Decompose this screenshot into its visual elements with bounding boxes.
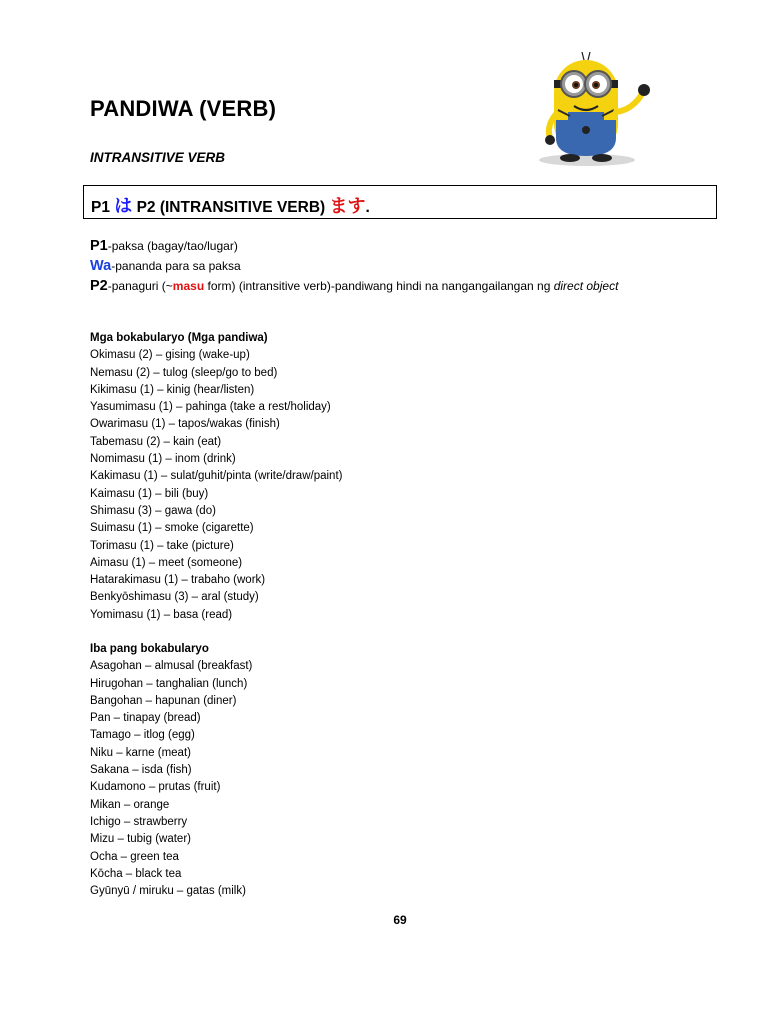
page-number: 69 bbox=[393, 913, 407, 927]
list-item: Nomimasu (1) – inom (drink) bbox=[90, 453, 236, 466]
list-item: Kōcha – black tea bbox=[90, 867, 182, 880]
list-item: Benkyōshimasu (3) – aral (study) bbox=[90, 591, 259, 604]
list-item: Niku – karne (meat) bbox=[90, 746, 191, 759]
page-title: PANDIWA (VERB) bbox=[90, 96, 277, 121]
definition-wa bbox=[90, 256, 618, 276]
list-item: Asagohan – almusal (breakfast) bbox=[90, 660, 253, 673]
list-item: Ocha – green tea bbox=[90, 850, 179, 863]
formula-period: . bbox=[365, 199, 370, 216]
other-list-heading: Iba pang bokabularyo bbox=[90, 643, 209, 655]
list-item: Tamago – itlog (egg) bbox=[90, 729, 195, 742]
list-item: Sakana – isda (fish) bbox=[90, 764, 192, 777]
definition-term: Wa bbox=[90, 258, 112, 274]
formula-masu: ます bbox=[329, 196, 366, 217]
list-item: Kaimasu (1) – bili (buy) bbox=[90, 487, 209, 500]
list-item: Mikan – orange bbox=[90, 798, 170, 811]
verb-vocabulary-list bbox=[90, 330, 342, 624]
definition-text: -paksa (bagay/tao/lugar) bbox=[107, 239, 238, 253]
list-item: Owarimasu (1) – tapos/wakas (finish) bbox=[90, 418, 280, 431]
other-vocabulary-list bbox=[90, 641, 252, 900]
list-item: Suimasu (1) – smoke (cigarette) bbox=[90, 522, 254, 535]
list-item: Kakimasu (1) – sulat/guhit/pinta (write/draw/paint) bbox=[90, 470, 343, 483]
section-subtitle: INTRANSITIVE VERB bbox=[90, 150, 226, 165]
list-item: Bangohan – hapunan (diner) bbox=[90, 694, 237, 707]
formula-wa-particle: は bbox=[114, 196, 133, 217]
formula-p2: P2 (INTRANSITIVE VERB) bbox=[132, 199, 330, 216]
definition-text: form) (intransitive verb)-pandiwang hindi na nangangailangan ng bbox=[204, 279, 554, 293]
list-item: Shimasu (3) – gawa (do) bbox=[90, 504, 216, 517]
list-item: Gyūnyū / miruku – gatas (milk) bbox=[90, 885, 246, 898]
list-item: Yasumimasu (1) – pahinga (take a rest/holiday) bbox=[90, 401, 331, 414]
list-item: Mizu – tubig (water) bbox=[90, 833, 191, 846]
list-item: Yomimasu (1) – basa (read) bbox=[90, 608, 233, 621]
definitions bbox=[90, 236, 618, 296]
definition-text: -pananda para sa paksa bbox=[111, 259, 241, 273]
list-item: Ichigo – strawberry bbox=[90, 815, 188, 828]
formula-p1: P1 bbox=[91, 199, 115, 216]
verb-list-heading: Mga bokabularyo (Mga pandiwa) bbox=[90, 332, 268, 344]
definition-p1 bbox=[90, 236, 618, 256]
definition-term: P2 bbox=[90, 278, 108, 294]
list-item: Kudamono – prutas (fruit) bbox=[90, 781, 221, 794]
definition-p2 bbox=[90, 276, 618, 296]
list-item: Torimasu (1) – take (picture) bbox=[90, 539, 234, 552]
definition-text: -panaguri (~ bbox=[107, 279, 173, 293]
list-item: Hirugohan – tanghalian (lunch) bbox=[90, 677, 248, 690]
minion-illustration bbox=[532, 50, 667, 168]
definition-masu: masu bbox=[172, 279, 205, 293]
formula-pattern bbox=[91, 192, 370, 218]
definition-term: P1 bbox=[90, 238, 108, 254]
list-item: Kikimasu (1) – kinig (hear/listen) bbox=[90, 383, 255, 396]
list-item: Tabemasu (2) – kain (eat) bbox=[90, 435, 222, 448]
list-item: Pan – tinapay (bread) bbox=[90, 712, 201, 725]
definition-italic: direct object bbox=[553, 279, 619, 293]
list-item: Okimasu (2) – gising (wake-up) bbox=[90, 349, 250, 362]
list-item: Nemasu (2) – tulog (sleep/go to bed) bbox=[90, 366, 278, 379]
list-item: Aimasu (1) – meet (someone) bbox=[90, 556, 243, 569]
list-item: Hatarakimasu (1) – trabaho (work) bbox=[90, 574, 266, 587]
